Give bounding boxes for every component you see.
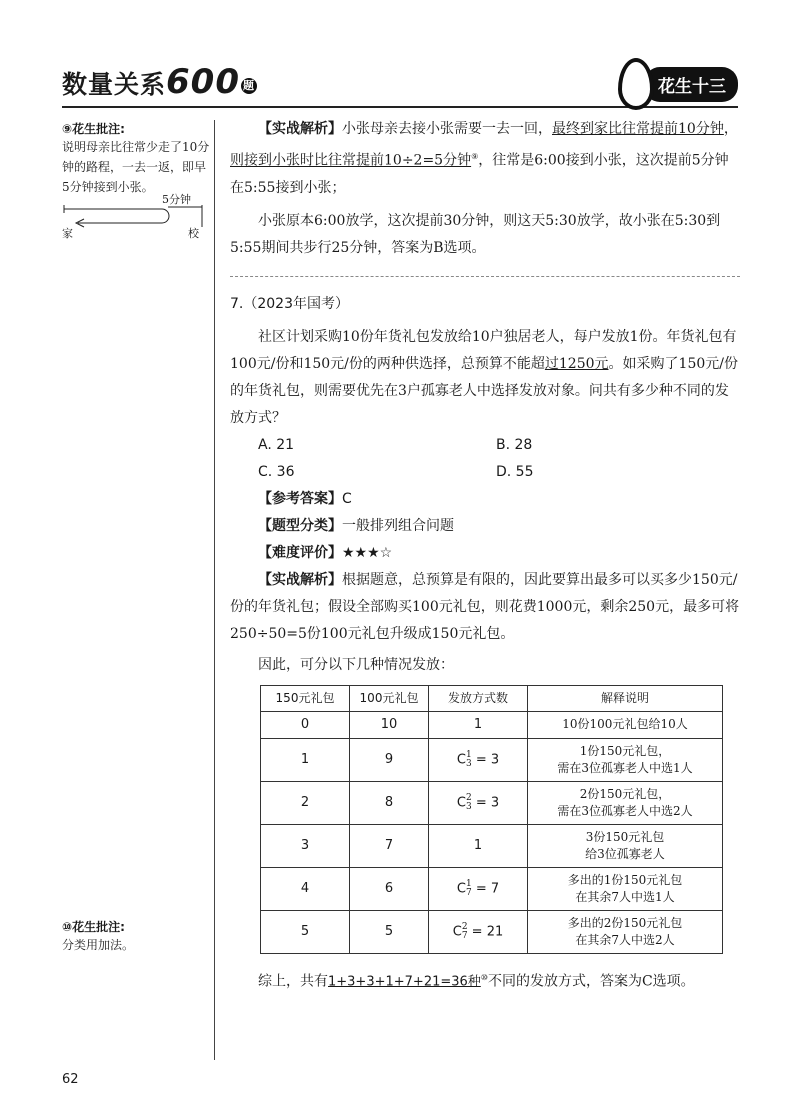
cell-100: 7	[350, 824, 429, 867]
peanut-logo-icon	[618, 58, 654, 110]
cell-150: 0	[261, 711, 350, 738]
q7-option-c: C. 36	[258, 463, 295, 480]
difficulty-stars-icon: ★★★☆	[342, 544, 393, 561]
explain-line-1: 多出的2份150元礼包	[567, 915, 683, 930]
cell-150: 3	[261, 824, 350, 867]
book-title	[62, 62, 257, 102]
comb-sup: 2	[461, 921, 468, 932]
table-header-ways: 发放方式数	[429, 685, 528, 711]
q7-footnote-ref: ⑩	[480, 972, 488, 982]
comb-sub: 3	[465, 758, 472, 769]
q7-type-value: 一般排列组合问题	[342, 517, 454, 534]
q6-para1-underline-1: 最终到家比往常提前10分钟	[552, 121, 724, 137]
diagram-label-5min: 5分钟	[162, 193, 191, 206]
table-header-100: 100元礼包	[350, 685, 429, 711]
comb-symbol: C	[456, 795, 466, 811]
q7-answer	[230, 486, 740, 513]
q7-type-tag: 【题型分类】	[258, 517, 342, 534]
q6-analysis-para2: 小张原本6:00放学，这次提前30分钟，则这天5:30放学，故小张在5:30到5:55期间共步行25分钟，答案为B选项。	[230, 212, 721, 256]
explain-line-1: 10份100元礼包给10人	[562, 717, 688, 732]
comb-result: = 7	[471, 881, 500, 897]
explain-line-2: 在其余7人中选1人	[575, 889, 675, 904]
q7-option-d: D. 55	[496, 463, 534, 480]
cell-explain	[528, 711, 723, 738]
diagram-label-school: 校	[188, 227, 199, 240]
q7-table-intro: 因此，可分以下几种情况发放：	[258, 656, 454, 673]
route-diagram	[62, 195, 212, 241]
book-title-number: 600	[166, 62, 240, 102]
q7-stem-a: 社区计划采购10份年货礼包发放给10户独居老人，每户发放1份。年货礼包有100元/份和150元/份的两种供选择，总预算不能超	[230, 328, 737, 372]
ways-value: 1	[473, 838, 483, 854]
q7-stem-underline: 过1250元	[544, 355, 609, 372]
q7-conclusion	[230, 964, 740, 996]
explain-line-1: 3份150元礼包	[585, 829, 665, 844]
q7-stem	[230, 324, 740, 432]
q7-analysis-text: 根据题意，总预算是有限的，因此要算出最多可以买多少150元/份的年货礼包；假设全部购买100元礼包，则花费1000元，剩余250元，最多可将250÷50=5份100元礼包升级成150元礼包。	[230, 571, 740, 642]
q7-options	[230, 432, 740, 486]
note-10-title: ⑩花生批注:	[62, 920, 125, 934]
q6-para1-text-b: ，	[723, 121, 738, 137]
q6-para1-text-a: 小张母亲去接小张需要一去一回，	[342, 121, 552, 137]
table-header-150: 150元礼包	[261, 685, 350, 711]
q6-analysis-tag: 【实战解析】	[258, 121, 342, 137]
q7-type	[230, 513, 740, 540]
cell-ways	[429, 711, 528, 738]
q6-analysis-para1	[230, 116, 740, 202]
q7-conclusion-a: 综上，共有	[258, 973, 328, 990]
cell-ways	[429, 910, 528, 953]
comb-sub: 7	[461, 930, 468, 941]
comb-sup: 1	[465, 878, 472, 889]
note-9-text: 说明母亲比往常少走了10分钟的路程，一去一返，即早5分钟接到小张。	[62, 140, 210, 194]
q7-conclusion-underline: 1+3+3+1+7+21=36种	[328, 974, 481, 990]
q7-heading: 7.（2023年国考）	[230, 295, 349, 312]
ways-value: 1	[473, 717, 483, 733]
explain-line-2: 需在3位孤寡老人中选1人	[557, 760, 693, 775]
cell-explain	[528, 738, 723, 781]
cell-100: 10	[350, 711, 429, 738]
comb-sub: 7	[465, 887, 472, 898]
cell-explain	[528, 910, 723, 953]
q7-option-a: A. 21	[258, 436, 295, 453]
q6-para1-underline-2: 则接到小张时比往常提前10÷2=5分钟	[230, 152, 472, 169]
comb-sub: 3	[465, 801, 472, 812]
comb-result: = 21	[467, 924, 504, 940]
q6-para1-text-c: ，往常是6:00接到小张，这次提前5分钟在5:55接到小张；	[230, 152, 729, 196]
comb-result: = 3	[471, 752, 500, 768]
cell-100: 6	[350, 867, 429, 910]
question-divider	[230, 276, 740, 277]
cell-explain	[528, 781, 723, 824]
note-10-text: 分类用加法。	[62, 938, 135, 952]
explain-line-1: 1份150元礼包，	[579, 743, 671, 758]
table-header-explain: 解释说明	[528, 685, 723, 711]
route-turn-arc	[162, 209, 169, 223]
cell-150: 5	[261, 910, 350, 953]
cell-ways	[429, 824, 528, 867]
q7-difficulty	[230, 540, 740, 567]
book-title-suffix: 题	[243, 79, 255, 92]
table-row	[261, 738, 723, 781]
cell-100: 9	[350, 738, 429, 781]
explain-line-1: 2份150元礼包，	[579, 786, 671, 801]
cell-150: 1	[261, 738, 350, 781]
table-header-row	[261, 685, 723, 711]
table-row	[261, 867, 723, 910]
q7-answer-value: C	[342, 490, 352, 507]
sidebar-note-9	[62, 120, 212, 197]
sidebar-divider	[214, 120, 215, 1060]
q7-stem-b: 。如采购了150元/份的年货礼包，则需要优先在3户孤寡老人中选择发放对象。问共有多少种不同的发放方式？	[230, 355, 738, 426]
cell-150: 4	[261, 867, 350, 910]
comb-symbol: C	[456, 752, 466, 768]
comb-sup: 2	[465, 792, 472, 803]
diagram-label-home: 家	[62, 227, 73, 240]
explain-line-2: 在其余7人中选2人	[575, 932, 675, 947]
comb-sup: 1	[465, 749, 472, 760]
distribution-table	[260, 685, 723, 954]
book-title-prefix: 数量关系	[62, 70, 167, 99]
q7-difficulty-tag: 【难度评价】	[258, 544, 342, 561]
sidebar-note-10	[62, 918, 212, 955]
cell-explain	[528, 824, 723, 867]
q7-analysis-tag: 【实战解析】	[258, 571, 342, 588]
explain-line-2: 给3位孤寡老人	[585, 846, 665, 861]
table-row	[261, 824, 723, 867]
note-9-title: ⑨花生批注:	[62, 122, 125, 136]
q7-answer-tag: 【参考答案】	[258, 490, 342, 507]
explain-line-2: 需在3位孤寡老人中选2人	[557, 803, 693, 818]
brand-logo-text: 花生十三	[644, 67, 738, 102]
table-row	[261, 711, 723, 738]
page-number: 62	[62, 1072, 79, 1087]
cell-100: 5	[350, 910, 429, 953]
cell-explain	[528, 867, 723, 910]
table-row	[261, 910, 723, 953]
main-content	[230, 116, 740, 995]
comb-symbol: C	[456, 881, 466, 897]
cell-ways	[429, 867, 528, 910]
table-row	[261, 781, 723, 824]
q7-analysis	[230, 567, 740, 648]
cell-ways	[429, 738, 528, 781]
cell-ways	[429, 781, 528, 824]
explain-line-1: 多出的1份150元礼包	[567, 872, 683, 887]
comb-symbol: C	[452, 924, 462, 940]
cell-150: 2	[261, 781, 350, 824]
q6-footnote-ref: ⑨	[471, 152, 479, 161]
q7-option-b: B. 28	[496, 436, 533, 453]
brand-logo	[618, 58, 738, 110]
q7-conclusion-b: 不同的发放方式，答案为C选项。	[487, 973, 695, 990]
comb-result: = 3	[471, 795, 500, 811]
cell-100: 8	[350, 781, 429, 824]
